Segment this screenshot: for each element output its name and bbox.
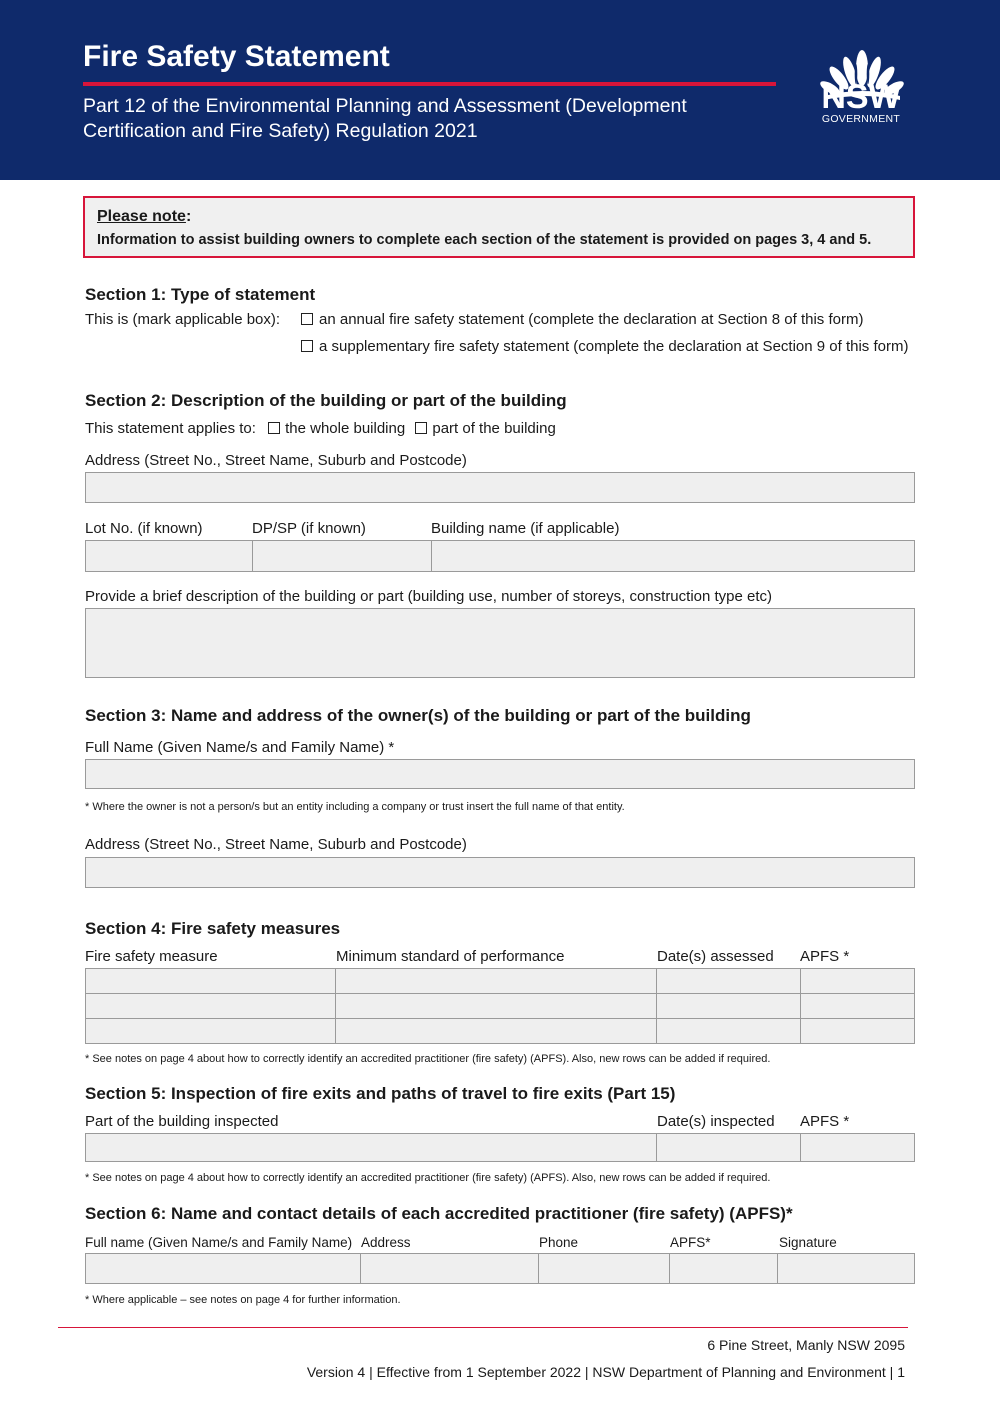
- dp-sp-label: DP/SP (if known): [252, 520, 366, 537]
- annual-statement-checkbox[interactable]: [301, 313, 313, 325]
- note-heading: [97, 208, 191, 226]
- owner-name-field[interactable]: [85, 759, 915, 789]
- section-5-heading: Section 5: Inspection of fire exits and paths of travel to fire exits (Part 15): [85, 1084, 676, 1103]
- owner-name-label: Full Name (Given Name/s and Family Name) *: [85, 739, 395, 756]
- annual-statement-option: [301, 311, 863, 328]
- practitioner-phone-field[interactable]: [538, 1253, 670, 1284]
- col-address: Address: [361, 1235, 411, 1250]
- section-2-heading: Section 2: Description of the building or part of the building: [85, 391, 567, 410]
- building-address-field[interactable]: [85, 472, 915, 503]
- table-cell[interactable]: [335, 968, 657, 994]
- practitioner-name-field[interactable]: [85, 1253, 361, 1284]
- section-6-note: * Where applicable – see notes on page 4 for further information.: [85, 1294, 401, 1306]
- col-part-inspected: Part of the building inspected: [85, 1113, 279, 1130]
- section-3-heading: Section 3: Name and address of the owner(s) of the building or part of the building: [85, 706, 751, 725]
- table-cell[interactable]: [85, 993, 336, 1019]
- table-cell[interactable]: [85, 968, 336, 994]
- supplementary-statement-checkbox[interactable]: [301, 340, 313, 352]
- table-cell[interactable]: [335, 993, 657, 1019]
- col-fire-safety-measure: Fire safety measure: [85, 948, 218, 965]
- supplementary-statement-option: [301, 338, 908, 355]
- practitioner-signature-field[interactable]: [777, 1253, 915, 1284]
- part-inspected-field[interactable]: [85, 1133, 657, 1162]
- footer-version: Version 4 | Effective from 1 September 2022 | NSW Department of Planning and Environment | 1: [306, 1364, 905, 1380]
- table-cell[interactable]: [656, 968, 801, 994]
- footer-address: 6 Pine Street, Manly NSW 2095: [707, 1337, 905, 1353]
- please-note-box: [83, 196, 915, 258]
- note-heading-text: Please note: [97, 208, 186, 225]
- practitioner-apfs-field[interactable]: [669, 1253, 778, 1284]
- col-phone: Phone: [539, 1235, 579, 1250]
- owner-address-field[interactable]: [85, 857, 915, 888]
- footer-divider: [58, 1327, 908, 1328]
- page-title: Fire Safety Statement: [83, 40, 390, 73]
- dp-sp-field[interactable]: [252, 540, 432, 572]
- owner-name-note: * Where the owner is not a person/s but an entity including a company or trust insert the full name of that entity.: [85, 801, 625, 813]
- description-field[interactable]: [85, 608, 915, 678]
- col-signature: Signature: [779, 1235, 837, 1250]
- table-cell[interactable]: [800, 1018, 915, 1044]
- supplementary-statement-label: a supplementary fire safety statement (complete the declaration at Section 9 of this form): [319, 338, 909, 355]
- col-apfs: APFS *: [800, 948, 850, 965]
- col-dates-assessed: Date(s) assessed: [657, 948, 774, 965]
- section-1-heading: Section 1: Type of statement: [85, 285, 316, 304]
- logo-nsw-text: NSW: [821, 78, 901, 116]
- applies-to-row: [85, 420, 556, 437]
- col-practitioner-name: Full name (Given Name/s and Family Name): [85, 1235, 353, 1250]
- subtitle-line-1: Part 12 of the Environmental Planning and Assessment (Development: [83, 95, 687, 117]
- title-underline: [83, 82, 776, 86]
- table-cell[interactable]: [656, 993, 801, 1019]
- building-address-label: Address (Street No., Street Name, Suburb and Postcode): [85, 452, 467, 469]
- section-5-note: * See notes on page 4 about how to correctly identify an accredited practitioner (fire safety) (APFS). Also, new rows can be added if required.: [85, 1172, 771, 1184]
- description-label: Provide a brief description of the building or part (building use, number of storeys, construction type etc): [85, 588, 773, 605]
- col-minimum-standard: Minimum standard of performance: [336, 948, 565, 965]
- part-building-label: part of the building: [432, 420, 556, 437]
- section-4-heading: Section 4: Fire safety measures: [85, 919, 341, 938]
- logo-government-text: GOVERNMENT: [821, 113, 901, 125]
- apfs-field[interactable]: [800, 1133, 915, 1162]
- building-name-field[interactable]: [431, 540, 915, 572]
- subtitle-line-2: Certification and Fire Safety) Regulation 2021: [83, 120, 478, 142]
- table-cell[interactable]: [656, 1018, 801, 1044]
- note-heading-colon: :: [185, 208, 192, 225]
- page-subtitle: [83, 94, 687, 144]
- lot-no-label: Lot No. (if known): [85, 520, 203, 537]
- lot-no-field[interactable]: [85, 540, 253, 572]
- section-1-prompt: This is (mark applicable box):: [85, 311, 281, 328]
- col-dates-inspected: Date(s) inspected: [657, 1113, 775, 1130]
- note-text: Information to assist building owners to complete each section of the statement is provided on pages 3, 4 and 5.: [97, 232, 872, 248]
- col-apfs: APFS*: [670, 1235, 711, 1250]
- section-6-heading: Section 6: Name and contact details of each accredited practitioner (fire safety) (APFS)*: [85, 1204, 793, 1223]
- table-cell[interactable]: [335, 1018, 657, 1044]
- building-name-label: Building name (if applicable): [431, 520, 620, 537]
- applies-to-prompt: This statement applies to:: [85, 420, 256, 437]
- table-cell[interactable]: [800, 993, 915, 1019]
- whole-building-checkbox[interactable]: [268, 422, 280, 434]
- table-cell[interactable]: [85, 1018, 336, 1044]
- col-apfs: APFS *: [800, 1113, 850, 1130]
- part-building-checkbox[interactable]: [415, 422, 427, 434]
- practitioner-address-field[interactable]: [360, 1253, 539, 1284]
- whole-building-label: the whole building: [285, 420, 406, 437]
- section-4-note: * See notes on page 4 about how to correctly identify an accredited practitioner (fire safety) (APFS). Also, new rows can be added if required.: [85, 1053, 771, 1065]
- dates-inspected-field[interactable]: [656, 1133, 801, 1162]
- owner-address-label: Address (Street No., Street Name, Suburb and Postcode): [85, 836, 467, 853]
- table-cell[interactable]: [800, 968, 915, 994]
- annual-statement-label: an annual fire safety statement (complete the declaration at Section 8 of this form): [319, 311, 864, 328]
